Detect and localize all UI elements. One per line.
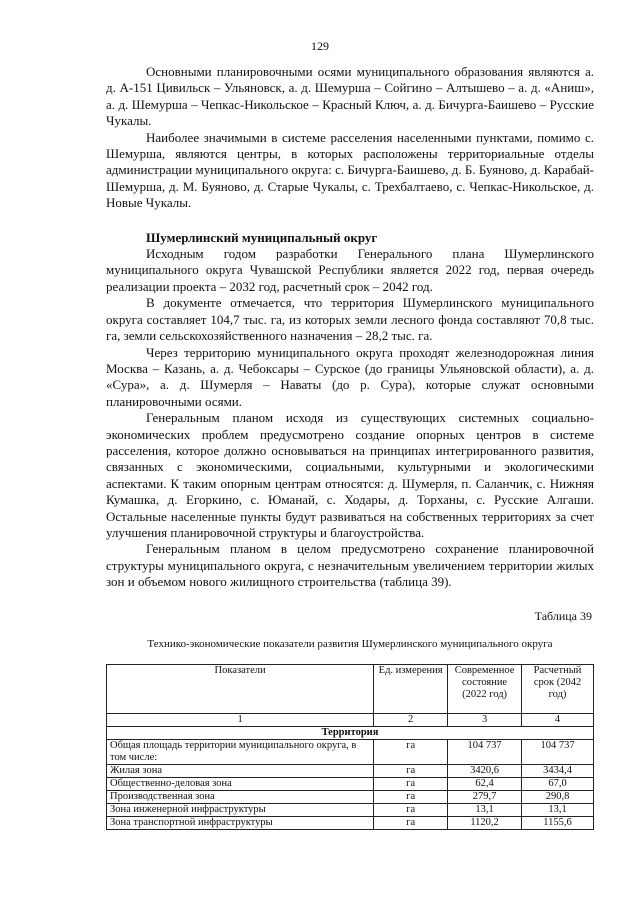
table-row xyxy=(107,817,594,830)
table-label: Таблица 39 xyxy=(534,609,592,623)
column-number: 2 xyxy=(374,714,448,727)
paragraph: Основными планировочными осями муниципального образования являются а. д. А-151 Цивильск – Ульяновск, а. д. Шемурша – Сойгино – Алтышево – а. д. «Аниш», а. д. Шемурша – Чепкас-Никольское – Красный Ключ, а. д. Бичурга-Баишево – Русские Чукалы. xyxy=(106,64,594,129)
cell-indicator: Производственная зона xyxy=(107,791,374,804)
cell-current: 279,7 xyxy=(448,791,522,804)
cell-projected: 13,1 xyxy=(522,804,594,817)
table-header-row xyxy=(107,665,594,714)
column-numbers-row xyxy=(107,714,594,727)
table-row xyxy=(107,740,594,765)
cell-current: 3420,6 xyxy=(448,765,522,778)
table-row xyxy=(107,778,594,791)
section-row xyxy=(107,727,594,740)
cell-projected: 3434,4 xyxy=(522,765,594,778)
cell-indicator: Зона транспортной инфраструктуры xyxy=(107,817,374,830)
cell-projected: 1155,6 xyxy=(522,817,594,830)
cell-indicator: Общая площадь территории муниципального округа, в том числе: xyxy=(107,740,374,765)
section-title: Территория xyxy=(107,727,594,740)
paragraph: Исходным годом разработки Генерального плана Шумерлинского муниципального округа Чувашской Республики является 2022 год, первая очередь реализации проекта – 2032 год, расчетный срок – 2042 год. xyxy=(106,246,594,294)
cell-current: 62,4 xyxy=(448,778,522,791)
table-title: Технико-экономические показатели развития Шумерлинского муниципального округа xyxy=(147,638,553,650)
page-number: 129 xyxy=(311,39,329,53)
cell-indicator: Общественно-деловая зона xyxy=(107,778,374,791)
paragraph: Генеральным планом в целом предусмотрено сохранение планировочной структуры муниципального округа, с незначительным увеличением территории жилых зон и объемом нового жилищного строительства (таблица 39). xyxy=(106,541,594,590)
table-row xyxy=(107,791,594,804)
header-projected: Расчетный срок (2042 год) xyxy=(522,665,594,714)
section-heading: Шумерлинский муниципальный округ xyxy=(146,229,378,245)
paragraph: Через территорию муниципального округа проходят железнодорожная линия Москва – Казань, а. д. Чебоксары – Сурское (до границы Ульяновской области), а. д. «Сура», а. д. Шумерля – Наваты (до р. Сура), которые служат основными планировочными осями. xyxy=(106,344,594,409)
cell-unit: га xyxy=(374,765,448,778)
cell-projected: 67,0 xyxy=(522,778,594,791)
header-indicator: Показатели xyxy=(107,665,374,714)
table-row xyxy=(107,804,594,817)
paragraph: В документе отмечается, что территория Шумерлинского муниципального округа составляет 104,7 тыс. га, из которых земли лесного фонда составляют 70,8 тыс. га, земли сельскохозяйственного назначения – 28,2 тыс. га. xyxy=(106,295,594,344)
header-unit: Ед. измерения xyxy=(374,665,448,714)
cell-unit: га xyxy=(374,817,448,830)
cell-projected: 104 737 xyxy=(522,740,594,765)
cell-current: 1120,2 xyxy=(448,817,522,830)
cell-unit: га xyxy=(374,778,448,791)
column-number: 3 xyxy=(448,714,522,727)
paragraph: Генеральным планом исходя из существующих системных социально-экономических проблем предусмотрено создание опорных центров в системе расселения, которое должно основываться на принципах интегрированного развития, связанных с экономическими, социальными, культурными и экологическими аспектами. К таким опорным центрам относятся: д. Шумерля, п. Саланчик, с. Нижняя Кумашка, д. Егоркино, с. Юманай, с. Ходары, д. Торханы, с. Русские Алгаши. Остальные населенные пункты будут развиваться на собственных территориях за счет улучшения планировочной структуры и благоустройства. xyxy=(106,410,594,540)
cell-current: 104 737 xyxy=(448,740,522,765)
cell-unit: га xyxy=(374,804,448,817)
column-number: 4 xyxy=(522,714,594,727)
indicators-table xyxy=(106,664,594,830)
cell-indicator: Зона инженерной инфраструктуры xyxy=(107,804,374,817)
header-current: Современное состояние (2022 год) xyxy=(448,665,522,714)
table-row xyxy=(107,765,594,778)
cell-indicator: Жилая зона xyxy=(107,765,374,778)
paragraph: Наиболее значимыми в системе расселения населенными пунктами, помимо с. Шемурша, являются центры, в которых расположены территориальные отделы администрации муниципального округа: с. Бичурга-Баишево, д. Б. Буяново, д. Карабай-Шемурша, д. М. Буяново, д. Старые Чукалы, с. Трехбалтаево, с. Чепкас-Никольское, д. Новые Чукалы. xyxy=(106,129,595,211)
cell-current: 13,1 xyxy=(448,804,522,817)
cell-unit: га xyxy=(374,791,448,804)
cell-unit: га xyxy=(374,740,448,765)
column-number: 1 xyxy=(107,714,374,727)
body-text xyxy=(106,64,594,591)
cell-projected: 290,8 xyxy=(522,791,594,804)
